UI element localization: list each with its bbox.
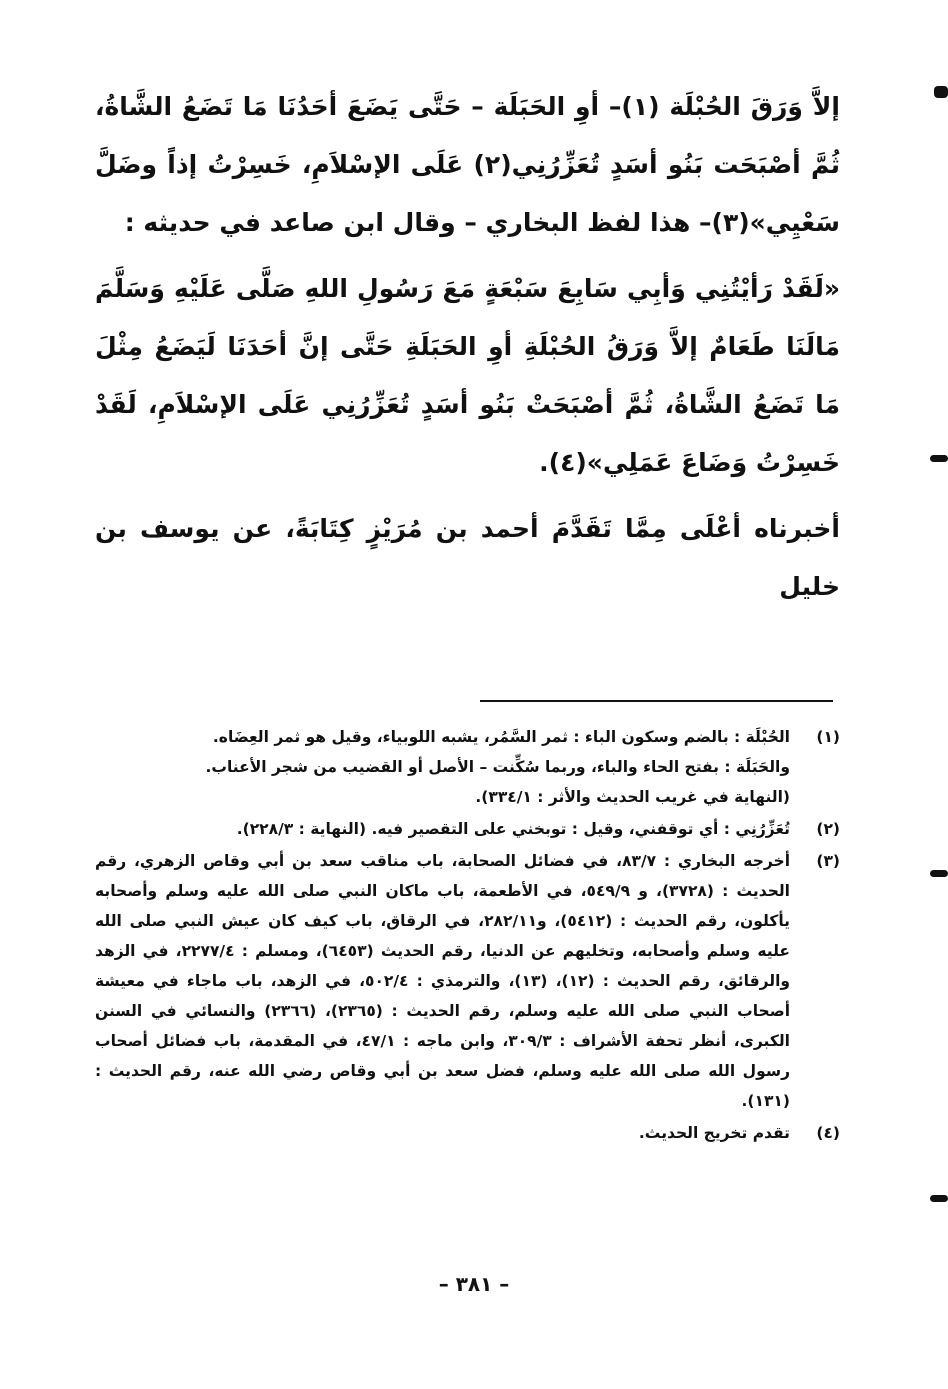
footnote-3 (95, 846, 840, 1116)
footnote-number: (٢) (816, 820, 840, 838)
footnote-2 (95, 814, 840, 844)
footnote-number: (٣) (816, 852, 840, 870)
scan-edge-mark (930, 1195, 948, 1202)
scan-edge-mark (934, 86, 948, 98)
scan-edge-mark (930, 870, 948, 877)
paragraph-2: «لَقَدْ رَأيْتُنِي وَأبِي سَابِعَ سَبْعَةٍ مَعَ رَسُولِ اللهِ صَلَّى عَلَيْهِ وَسَلَّمَ مَالَنَا طَعَامٌ إلاَّ وَرَقُ الحُبْلَةِ أوِ الحَبَلَةِ حَتَّى إنَّ أحَدَنَا لَيَضَعُ مِثْلَ مَا تَضَعُ الشَّاةُ، ثُمَّ أصْبَحَتْ بَنُو أسَدٍ تُعَزِّرُنِي عَلَى الإسْلاَمِ، لَقَدْ خَسِرْتُ وَضَاعَ عَمَلِي»(٤). (95, 274, 840, 477)
footnote-text (95, 846, 790, 1116)
footnote-divider (480, 700, 833, 702)
footnotes (95, 722, 840, 1150)
footnote-line: أخرجه البخاري : ٨٣/٧، في فضائل الصحابة، باب مناقب سعد بن أبي وقاص الزهري، رقم الحديث : (٣٧٢٨)، و ٥٤٩/٩، في الأطعمة، باب ماكان النبي صلى الله عليه وسلم وأصحابه يأكلون، رقم الحديث : (٥٤١٢)، و٢٨٢/١١، في الرقاق، باب كيف كان عيش النبي صلى الله عليه وسلم وأصحابه، وتخليهم عن الدنيا، رقم الحديث (٦٤٥٣)، ومسلم : ٢٢٧٧/٤، في الزهد والرقائق، رقم الحديث : (١٢)، (١٣)، والترمذي : ٥٠٢/٤، في الزهد، باب ماجاء في معيشة أصحاب النبي صلى الله عليه وسلم، رقم الحديث : (٢٣٦٥)، (٢٣٦٦) والنسائي في السنن الكبرى، أنظر تحفة الأشراف : ٣٠٩/٣، وابن ماجه : ٤٧/١، في المقدمة، باب فضائل أصحاب رسول الله صلى الله عليه وسلم، فضل سعد بن أبي وقاص رضي الله عنه، رقم الحديث : (١٣١). (95, 852, 791, 1110)
footnote-number: (١) (816, 728, 840, 746)
footnote-line: الحُبْلَة : بالضم وسكون الباء : ثمر السَّمُر، يشبه اللوبياء، وقيل هو ثمر العِضَاه. (212, 728, 790, 746)
footnote-1 (95, 722, 840, 812)
scan-edge-mark (930, 455, 948, 462)
main-text (95, 78, 840, 616)
paragraph-1: إلاَّ وَرَقَ الحُبْلَة (١)– أوِ الحَبَلَة – حَتَّى يَضَعَ أحَدُنَا مَا تَضَعُ الشَّاةُ، ثُمَّ أصْبَحَت بَنُو أسَدٍ تُعَزِّرُنِي(٢) عَلَى الإسْلاَمِ، خَسِرْتُ إذاً وضَلَّ سَعْيِي»(٣)– هذا لفظ البخاري – وقال ابن صاعد في حديثه : (95, 92, 840, 237)
footnote-line: تقدم تخريج الحديث. (638, 1124, 790, 1142)
footnote-line: (النهاية في غريب الحديث والأثر : ٣٣٤/١). (475, 788, 790, 806)
footnote-line: والحَبَلَة : بفتح الحاء والباء، وربما سُكِّنت – الأصل أو القضيب من شجر الأعناب. (205, 758, 790, 776)
footnote-text (95, 722, 790, 812)
footnote-4 (95, 1118, 840, 1148)
footnote-line: تُعَزِّرُنِي : أي توقفني، وقيل : توبخني على التقصير فيه. (النهاية : ٢٢٨/٣). (236, 820, 790, 838)
footnote-number: (٤) (816, 1124, 840, 1142)
page-number: – ٣٨١ – (438, 1272, 510, 1296)
footnote-text (95, 1118, 790, 1148)
paragraph-3: أخبرناه أعْلَى مِمَّا تَقَدَّمَ أحمد بن مُرَيْزٍ كِتَابَةً، عن يوسف بن خليل (95, 514, 840, 601)
footnote-text (95, 814, 790, 844)
